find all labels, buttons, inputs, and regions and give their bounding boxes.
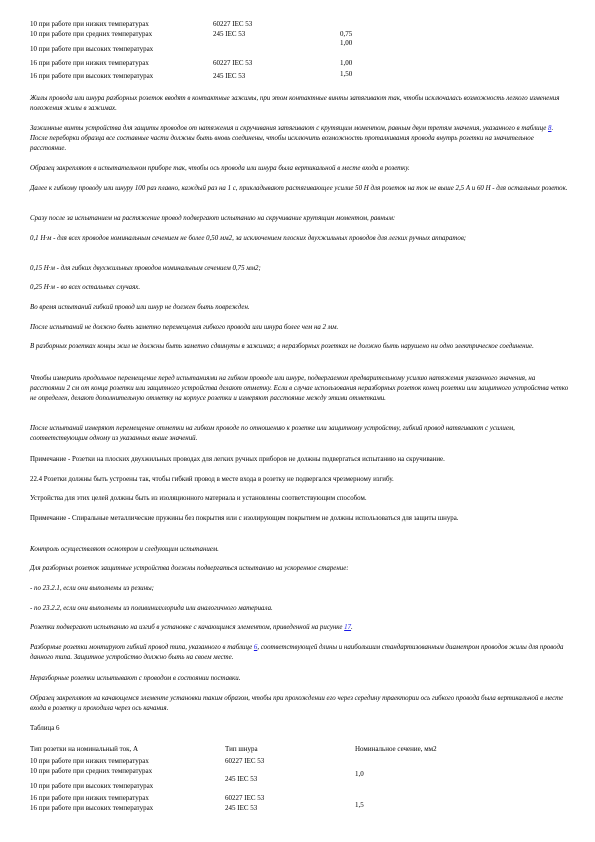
paragraph: Сразу после за испытанием на растяжение провод подвергают испытанию на скручивание крутящим моментом, равным:: [30, 215, 396, 222]
figure-17-link[interactable]: 17: [344, 624, 352, 631]
table-cell: 0,75: [340, 30, 353, 38]
paragraph: Образец закрепляют на качающемся элементе установки таким образом, чтобы при прохождении его через середину траектории ось гибкого провода была вертикальной в месте входа в розетку и проходила через ось качания.: [30, 695, 564, 713]
list-item: - по 23.2.1, если они выполнены из резины;: [30, 585, 154, 592]
paragraph: После испытаний не должно быть заметно перемещения гибкого провода или шнура более чем на 2 мм.: [30, 324, 339, 331]
paragraph: Неразборные розетки испытывают с проводом в состоянии поставки.: [30, 675, 241, 682]
note: Примечание - Розетки на плоских двухжильных проводах для легких ручных приборов не должны подвергаться испытанию на скручивание.: [30, 456, 445, 463]
column-header: Тип шнура: [225, 745, 258, 753]
document-page: 10 при работе при низких температурах 60227 IEC 53 10 при работе при средних температурах 245 IEC 53 0,75 1,00 10 при работе при высоких температурах 16 при работе при низких температурах 60227 IEC 53 1,00 16 при работе при высоких температурах 245 IEC 53 1,50 Жилы провода или шнура разборных розеток вводят в контактные зажимы, при этом контактные винты затягивают так, чтобы исключалась возможность легкого изменения положения жилы в зажимах. Зажимные винты устройства для защиты проводов от натяжения и скручивания затягивают с крутящим моментом, равным двум третям значения, указанного в таблице 8. После переборки образца все составные части должны быть вновь соединены, чтобы исключить возможность проталкивания провода внутрь розетки на значительное расстояние. Образец закрепляют в испытательном приборе так, чтобы ось провода или шнура была вертикальной в месте входа в розетку. Далее к гибкому проводу или шнуру 100 раз плавно, каждый раз на 1 с, прикладывают растягивающее усилие 50 Н для розеток на ток не выше 2,5 А и 60 Н - для остальных розеток. Сразу после за испытанием на растяжение провод подвергают испытанию на скручивание крутящим моментом, равным: 0,1 Н·м - для всех проводов номинальным сечением не более 0,50 мм2, за исключением плоских двухжильных проводов для легких ручных аппаратов; 0,15 Н·м - для гибких двухжильных проводов номинальным сечением 0,75 мм2; 0,25 Н·м - во всех остальных случаях. Во время испытаний гибкий провод или шнур не должен быть поврежден. После испытаний не должно быть заметно перемещения гибкого провода или шнура более чем на 2 мм. В разборных розетках концы жил не должны быть заметно сдвинуты в зажимах; в неразборных розетках не должно быть нарушено ни одно электрическое соединение. Чтобы измерить продольное перемещение перед испытаниями на гибком проводе или шнуре, подвергаемом предварительному усилию натяжения указанного значения, на расстоянии 2 см от конца розетки или защитного устройства делают отметку. Если в случае использования неразборных розеток конец розетки или защитного устройства четко не определен, делают дополнительную отметку на корпусе розетки и измеряют расстояние между этими отметками. После испытаний измеряют перемещение отметки на гибком проводе по отношению к розетке или защитному устройству, гибкий провод натягивают с усилием, соответствующим одному из указанных выше значений. Примечание - Розетки на плоских двухжильных проводах для легких ручных приборов не должны подвергаться испытанию на скручивание. 22.4 Розетки должны быть устроены так, чтобы гибкий провод в месте входа в розетку не подвергался чрезмерному изгибу. Устройства для этих целей должны быть из изоляционного материала и установлены соответствующим способом. Примечание - Спиральные металлические пружины без покрытия или с изолирующим покрытием не должны использоваться для защиты шнура. Контроль осуществляют осмотром и следующим испытанием. Для разборных розеток защитные устройства должны подвергаться испытанию на ускоренное старение: - по 23.2.1, если они выполнены из резины; - по 23.2.2, если они выполнены из поливинилхлорида или аналогичного материала. Розетки подвергают испытанию на изгиб в установке с качающимся элементом, приведенной на рисунке 17. Разборные розетки монтируют гибкий провод типа, указанного в таблице 6, соответствующей длины и наибольшим стандартизованным диаметром проводов жилы для провода данного типа. Защитное устройство должно быть на своем месте. Неразборные розетки испытывают с проводом в состоянии поставки. Образец закрепляют на качающемся элементе установки таким образом, чтобы при прохождении его через середину траектории ось гибкого провода была вертикальной в месте входа в розетку и проходила через ось качания. Таблица 6 Тип розетки на номинальный ток, А Тип шнура Номинальное сечение, мм2 10 при работе при низких температурах 60227 IEC 53 10 при работе при средних температурах 1,0 245 IEC 53 10 при работе при высоких температурах 16 при работе при низких температурах 60227 IEC 53 1,5 16 при работе при высоких температурах 245 IEC 53: [30, 20, 569, 812]
table-cell: 1,00: [340, 39, 353, 47]
paragraph: Образец закрепляют в испытательном приборе так, чтобы ось провода или шнура была вертикальной в месте входа в розетку.: [30, 165, 410, 172]
paragraph: Для разборных розеток защитные устройства должны подвергаться испытанию на ускоренное старение:: [30, 565, 349, 572]
paragraph: 0,25 Н·м - во всех остальных случаях.: [30, 284, 141, 291]
paragraph: Чтобы измерить продольное перемещение перед испытаниями на гибком проводе или шнуре, подвергаемом предварительному усилию натяжения указанного значения, на расстоянии 2 см от конца розетки или защитного устройства делают отметку. Если в случае использования неразборных розеток конец розетки или защитного устройства четко не определен, делают дополнительную отметку на корпусе розетки и измеряют расстояние между этими отметками.: [30, 375, 569, 403]
list-item: - по 23.2.2, если они выполнены из поливинилхлорида или аналогичного материала.: [30, 605, 273, 612]
paragraph: Контроль осуществляют осмотром и следующим испытанием.: [30, 546, 219, 553]
column-header: Тип розетки на номинальный ток, А: [30, 745, 139, 753]
paragraph: Розетки подвергают испытанию на изгиб в установке с качающимся элементом, приведенной на рисунке 17.: [30, 624, 353, 631]
paragraph: Устройства для этих целей должны быть из изоляционного материала и установлены соответствующим способом.: [30, 495, 367, 502]
paragraph: 0,1 Н·м - для всех проводов номинальным сечением не более 0,50 мм2, за исключением плоских двухжильных проводов для легких ручных аппаратов;: [30, 235, 467, 242]
paragraph: После испытаний измеряют перемещение отметки на гибком проводе по отношению к розетке или защитному устройству, гибкий провод натягивают с усилием, соответствующим одному из указанных выше значений.: [30, 425, 515, 443]
table-cell: 1,5: [355, 801, 364, 809]
table-caption: Таблица 6: [30, 725, 60, 732]
paragraph: Разборные розетки монтируют гибкий провод типа, указанного в таблице 6, соответствующей длины и наибольшим стандартизованным диаметром проводов жилы для провода данного типа. Защитное устройство должно быть на своем месте.: [30, 644, 564, 662]
paragraph: Жилы провода или шнура разборных розеток вводят в контактные зажимы, при этом контактные винты затягивают так, чтобы исключалась возможность легкого изменения положения жилы в зажимах.: [30, 95, 560, 113]
table-cell: 245 IEC 53: [225, 775, 258, 783]
paragraph: Зажимные винты устройства для защиты проводов от натяжения и скручивания затягивают с крутящим моментом, равным двум третям значения, указанного в таблице 8. После переборки образца все составные части должны быть вновь соединены, чтобы исключить возможность проталкивания провода внутрь розетки на значительное расстояние.: [30, 125, 554, 153]
note: Примечание - Спиральные металлические пружины без покрытия или с изолирующим покрытием не должны использоваться для защиты шнура.: [30, 515, 459, 522]
paragraph: 0,15 Н·м - для гибких двухжильных проводов номинальным сечением 0,75 мм2;: [30, 265, 261, 272]
table-cell: 1,50: [340, 70, 353, 78]
table-6-link[interactable]: 6: [253, 644, 258, 651]
paragraph: 22.4 Розетки должны быть устроены так, чтобы гибкий провод в месте входа в розетку не подвергался чрезмерному изгибу.: [30, 476, 394, 483]
paragraph: Во время испытаний гибкий провод или шнур не должен быть поврежден.: [30, 304, 250, 311]
table-8-link[interactable]: 8: [548, 125, 552, 132]
paragraph: Далее к гибкому проводу или шнуру 100 раз плавно, каждый раз на 1 с, прикладывают растягивающее усилие 50 Н для розеток на ток не выше 2,5 А и 60 Н - для остальных розеток.: [30, 185, 568, 192]
table-cell: 1,0: [355, 770, 364, 778]
table-cell: 1,00: [340, 59, 353, 67]
column-header: Номинальное сечение, мм2: [355, 745, 437, 753]
paragraph: В разборных розетках концы жил не должны быть заметно сдвинуты в зажимах; в неразборных розетках не должно быть нарушено ни одно электрическое соединение.: [30, 343, 534, 350]
